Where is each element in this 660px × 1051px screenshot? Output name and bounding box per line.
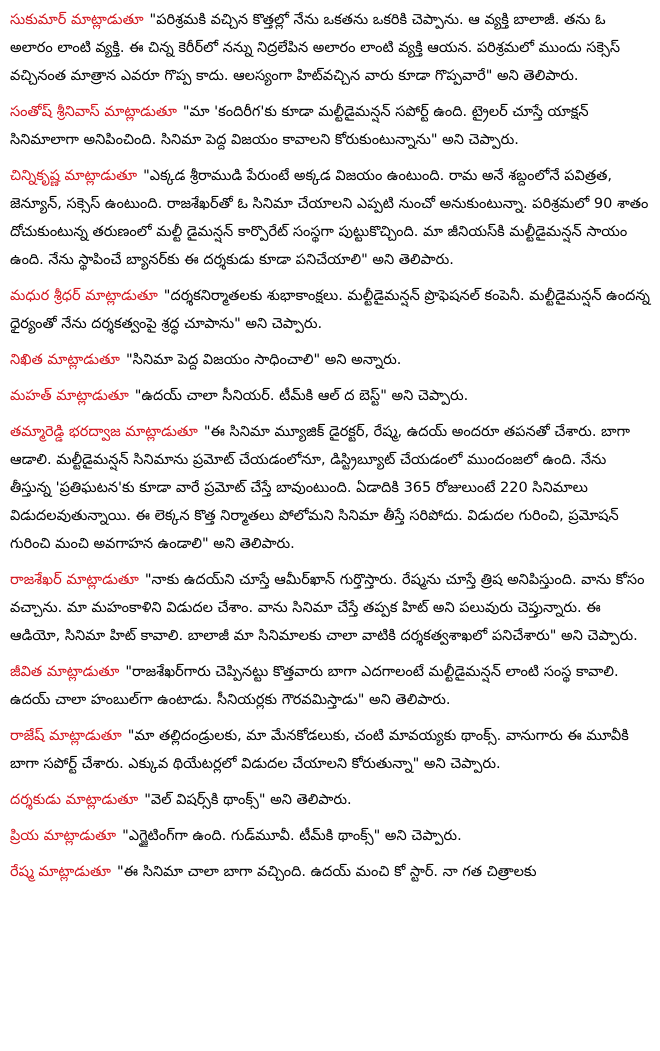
quote-text: "దర్శకనిర్మాతలకు శుభాకాంక్షలు. మల్టీడైమన్షన్ ప్రొఫెషనల్ కంపెనీ. మల్టీడైమన్షన్ ఉందన్న ధైర్యంతో నేను దర్శకత్వంపై శ్రద్ధ చూపాను" అని చెప్పారు. (10, 288, 650, 332)
paragraph-madhura-sridhar (10, 282, 650, 338)
paragraph-rajasekhar (10, 566, 650, 650)
quote-text: "ఈ సినిమా చాలా బాగా వచ్చింది. ఉదయ్ మంచి కో స్టార్. నా గత చిత్రాలకు (117, 864, 537, 880)
speaker-name: చిన్నికృష్ణ మాట్లాడుతూ (10, 168, 138, 184)
quote-text: "రాజశేఖర్‌గారు చెప్పినట్టు కొత్తవారు బాగా ఎదగాలంటే మల్టీడైమన్షన్ లాంటి సంస్థ కావాలి. ఉదయ్ చాలా హంబుల్‌గా ఉంటాడు. సీనియర్లకు గౌరవమిస్తాడు" అని తెలిపారు. (10, 664, 619, 708)
paragraph-jeevitha (10, 658, 650, 714)
speaker-name: మధుర శ్రీధర్ మాట్లాడుతూ (10, 288, 158, 304)
paragraph-priya (10, 822, 650, 850)
quote-text: "వెల్ విషర్స్‌కి థాంక్స్" అని తెలిపారు. (144, 792, 352, 808)
speaker-name: జీవిత మాట్లాడుతూ (10, 664, 120, 680)
paragraph-rajesh (10, 722, 650, 778)
speaker-name: మహత్ మాట్లాడుతూ (10, 388, 129, 404)
paragraph-santosh-srinivas (10, 98, 650, 154)
speaker-name: రాజేష్ మాట్లాడుతూ (10, 728, 122, 744)
quote-text: "నాకు ఉదయ్‌ని చూస్తే ఆమీర్‌ఖాన్ గుర్తొస్తారు. రేష్మను చూస్తే త్రిష అనిపిస్తుంది. వాను కోసం వచ్చాను. మా మహంకాళిని విడుదల చేశాం. వాను సినిమా చేస్తే తప్పక హిట్ అని పలువురు చెప్తున్నారు. ఈ ఆడియో, సినిమా హిట్ కావాలి. బాలాజీ మా సినిమాలకు చాలా వాటికి దర్శకత్వశాఖలో పనిచేశారు" అని చెప్పారు. (10, 572, 645, 644)
paragraph-director (10, 786, 650, 814)
speaker-name: రాజశేఖర్ మాట్లాడుతూ (10, 572, 139, 588)
speaker-name: ప్రియ మాట్లాడుతూ (10, 828, 117, 844)
quote-text: "ఎక్కడ శ్రీరాముడి పేరుంటే అక్కడ విజయం ఉంటుంది. రామ అనే శబ్దంలోనే పవిత్రత, జెన్యూన్, సక్సెస్ ఉంటుంది. రాజశేఖర్‌తో ఓ సినిమా చేయాలని ఎప్పటి నుంచో అనుకుంటున్నా. పరిశ్రమలో 90 శాతం దోచుకుంటున్న తరుణంలో మల్టీ డైమన్షన్ కార్పొరేట్ సంస్థగా పుట్టుకొచ్చింది. మా జీనియస్‌కి మల్టీడైమన్షన్ సాయం ఉంది. నేను స్థాపించే బ్యానర్‌కు ఈ దర్శకుడు కూడా పనిచేయాలి" అని తెలిపారు. (10, 168, 649, 268)
paragraph-tammareddy-bharadwaja (10, 418, 650, 558)
speaker-name: తమ్మారెడ్డి భరద్వాజ మాట్లాడుతూ (10, 424, 198, 440)
speaker-name: సుకుమార్ మాట్లాడుతూ (10, 12, 144, 28)
paragraph-mahat (10, 382, 650, 410)
speaker-name: దర్శకుడు మాట్లాడుతూ (10, 792, 139, 808)
quote-text: "పరిశ్రమకి వచ్చిన కొత్తల్లో నేను ఒకతను ఒకరికి చెప్పాను. ఆ వ్యక్తి బాలాజీ. తను ఓ అలారం లాంటి వ్యక్తి. ఈ చిన్న కెరీర్‌లో నన్ను నిద్రలేపిన అలారం లాంటి వ్యక్తి ఆయన. పరిశ్రమలో ముందు సక్సెస్ వచ్చినంత మాత్రాన ఎవరూ గొప్ప కాదు. ఆలస్యంగా హిట్‌వచ్చిన వారు కూడా గొప్పవారే" అని తెలిపారు. (10, 12, 621, 84)
quote-text: "ఈ సినిమా మ్యూజిక్ డైరక్టర్, రేష్మ, ఉదయ్ అందరూ తపనతో చేశారు. బాగా ఆడాలి. మల్టీడైమన్షన్ సినిమాను ప్రమోట్ చేయడంలోనూ, డిస్ట్రిబ్యూట్ చేయడంలో ముందంజలో ఉంది. నేను తీస్తున్న 'ప్రతిఘటన'కు కూడా వారే ప్రమోట్ చేస్తే బావుంటుంది. ఏడాదికి 365 రోజులుంటే 220 సినిమాలు విడుదలవుతున్నాయి. ఈ లెక్కన కొత్త నిర్మాతలు పోలోమని సినిమా తీస్తే సరిపోదు. విడుదల గురించి, ప్రమోషన్ గురించి మంచి అవగాహన ఉండాలి" అని తెలిపారు. (10, 424, 630, 552)
speaker-name: రేష్మ మాట్లాడుతూ (10, 864, 111, 880)
paragraph-reshma (10, 858, 650, 886)
quote-text: "ఉదయ్ చాలా సీనియర్. టీమ్‌కి ఆల్ ద బెస్ట్" అని చెప్పారు. (134, 388, 469, 404)
speaker-name: నిఖిత మాట్లాడుతూ (10, 352, 120, 368)
quote-text: "ఎగ్జైటింగ్‌గా ఉంది. గుడ్‌మూవీ. టీమ్‌కి థాంక్స్" అని చెప్పారు. (122, 828, 462, 844)
speaker-name: సంతోష్ శ్రీనివాస్ మాట్లాడుతూ (10, 104, 177, 120)
paragraph-sukumar (10, 6, 650, 90)
quote-text: "సినిమా పెద్ద విజయం సాధించాలి" అని అన్నారు. (126, 352, 402, 368)
paragraph-chinnikrishna (10, 162, 650, 274)
paragraph-nikitha (10, 346, 650, 374)
quote-text: "మా 'కందిరీగ'కు కూడా మల్టీడైమన్షన్ సపోర్ట్ ఉంది. ట్రైలర్ చూస్తే యాక్షన్ సినిమాలాగా అనిపించింది. సినిమా పెద్ద విజయం కావాలని కోరుకుంటున్నాను" అని చెప్పారు. (10, 104, 589, 148)
quote-text: "మా తల్లిదండ్రులకు, మా మేనకోడలుకు, చంటి మావయ్యకు థాంక్స్. వానుగారు ఈ మూవీకి బాగా సపోర్ట్ చేశారు. ఎక్కువ థియేటర్లలో విడుదల చేయాలని కోరుతున్నా" అని చెప్పారు. (10, 728, 629, 772)
